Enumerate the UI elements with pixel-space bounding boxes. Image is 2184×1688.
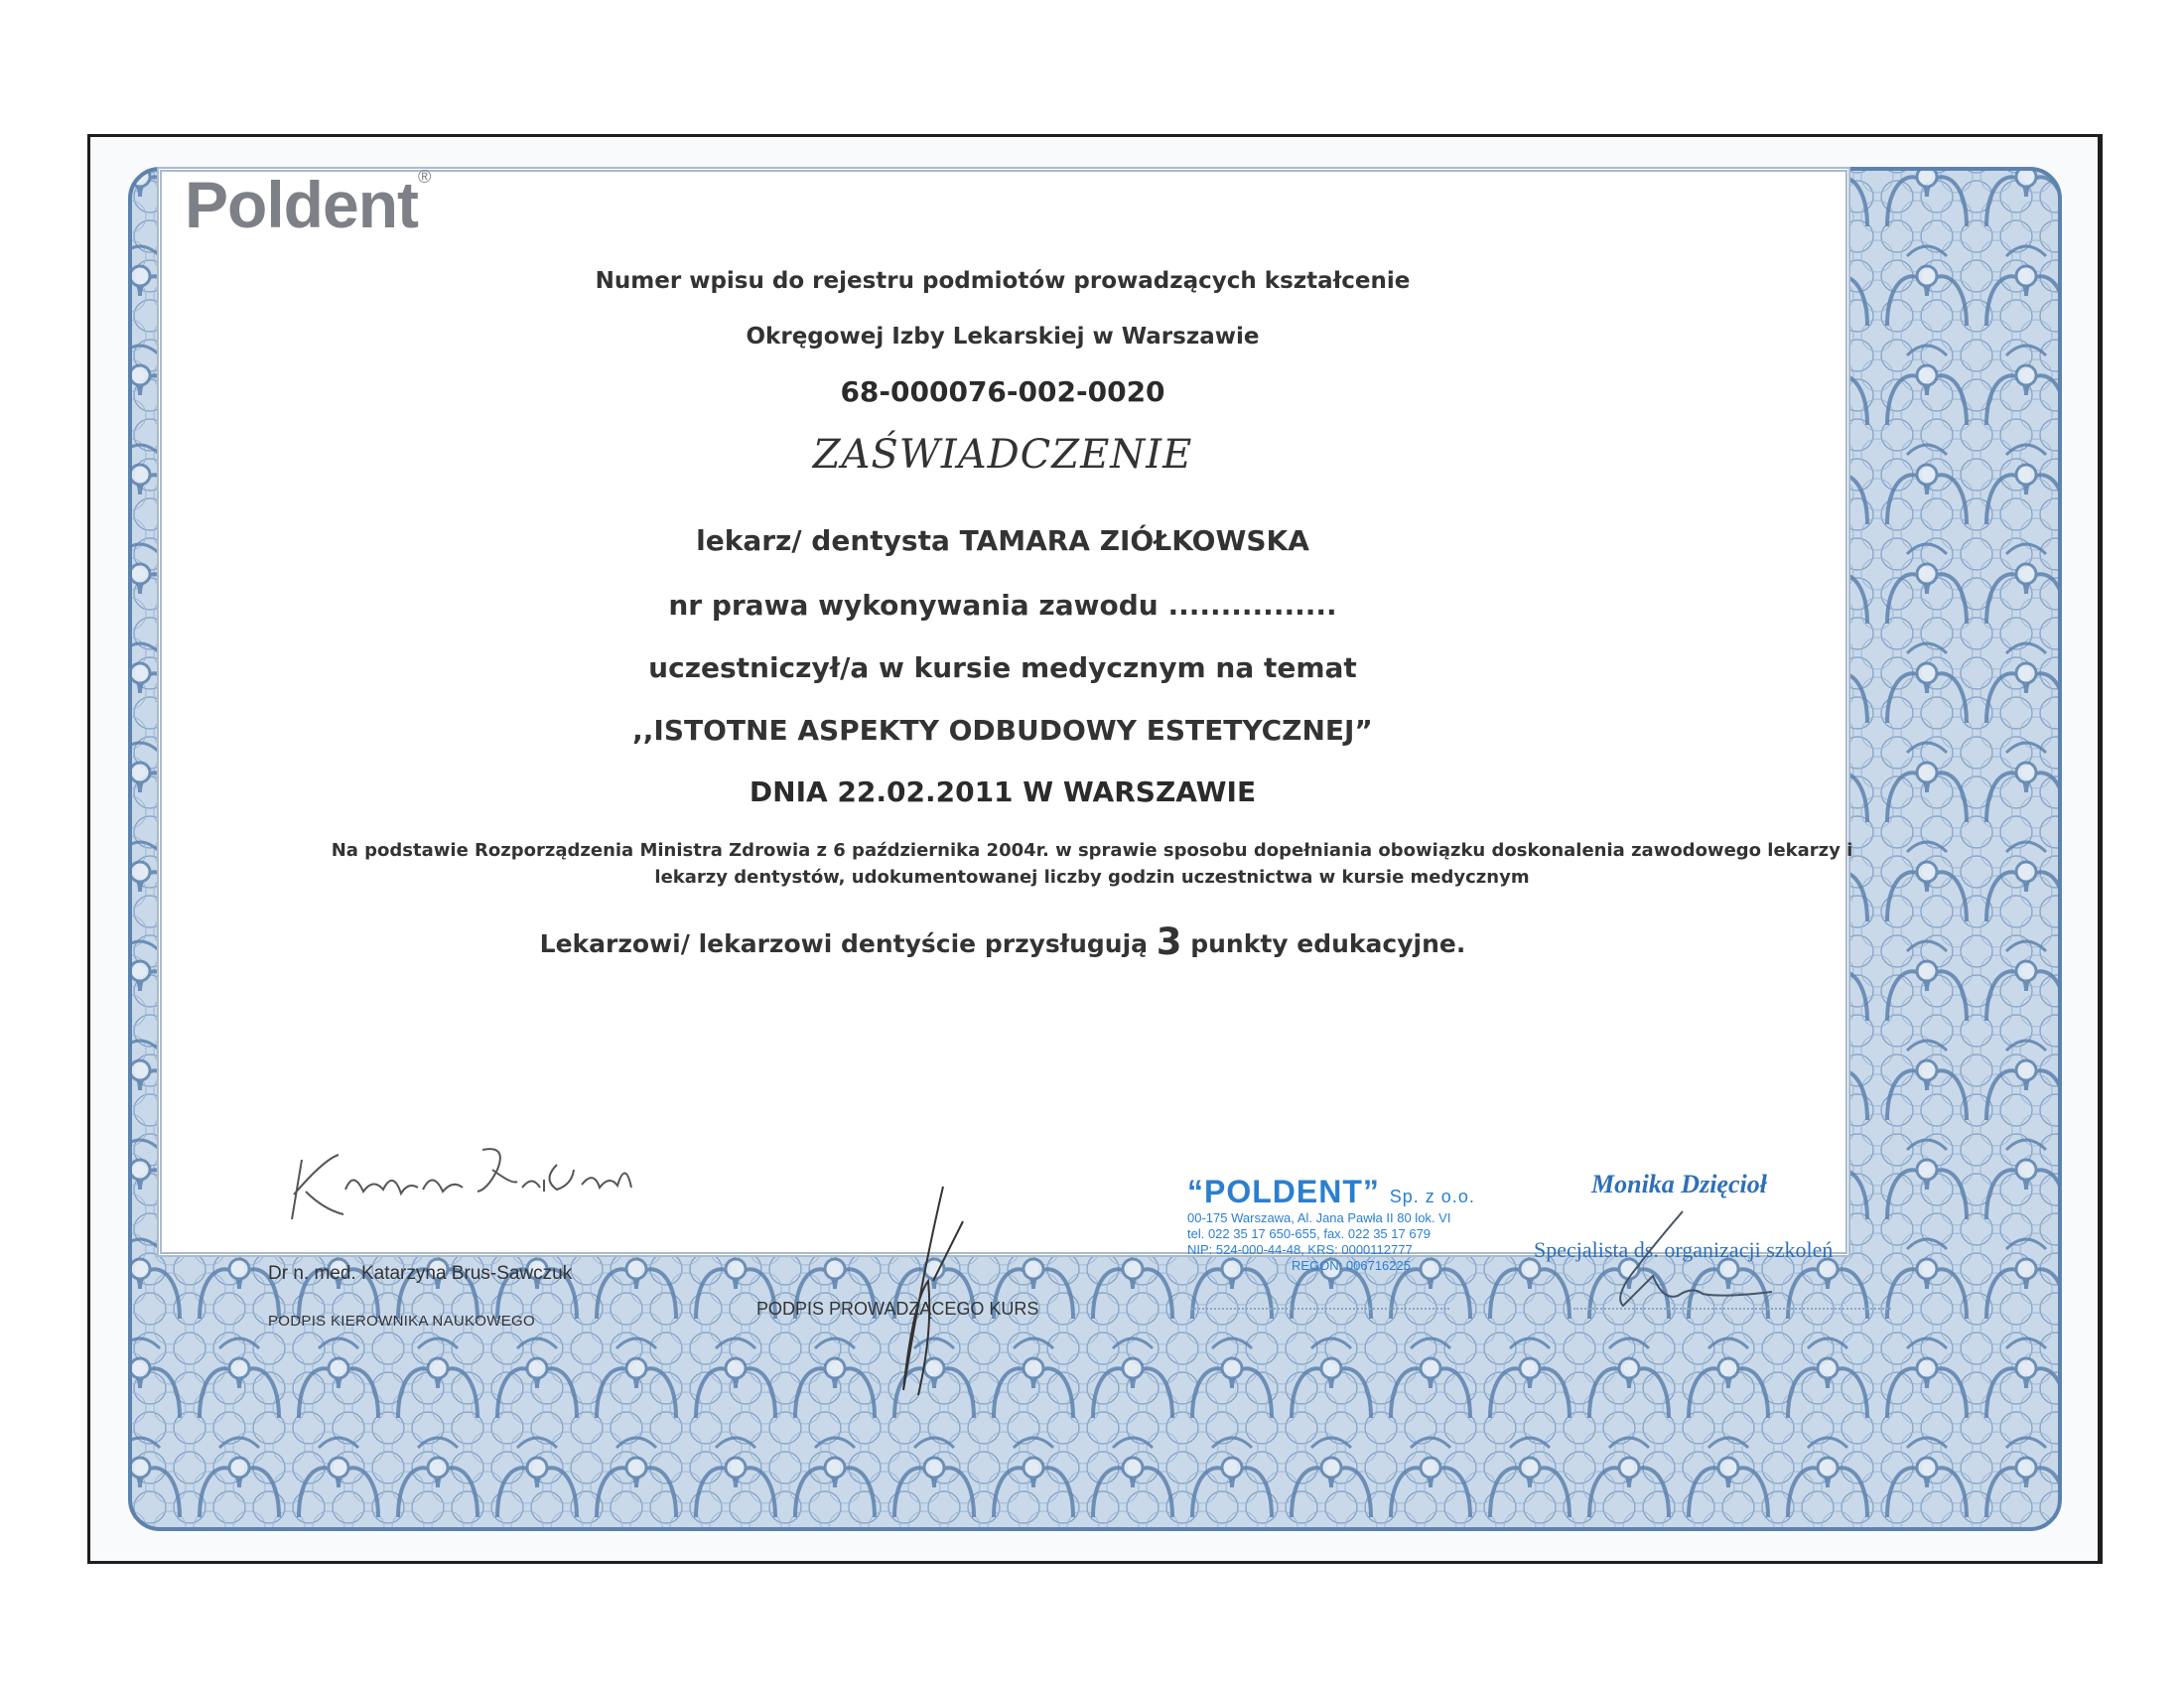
stamp-ids: NIP: 524-000-44-48, KRS: 0000112777 [1187, 1242, 1413, 1257]
scientific-head-name: Dr n. med. Katarzyna Brus-Sawczuk [268, 1263, 573, 1284]
register-header-line-1: Numer wpisu do rejestru podmiotów prowadzących kształcenie [595, 268, 1411, 294]
stamp-regon: REGON: 006716225 [1292, 1258, 1411, 1273]
stamp-signature-line [1191, 1308, 1449, 1310]
register-header-line-2: Okręgowej Izby Lekarskiej w Warszawie [746, 324, 1260, 350]
points-value: 3 [1156, 920, 1182, 963]
course-title: ,,ISTOTNE ASPEKTY ODBUDOWY ESTETYCZNEJ” [632, 714, 1373, 747]
stamp-address: 00-175 Warszawa, Al. Jana Pawła II 80 lok. VI [1187, 1210, 1451, 1225]
legal-basis-line-2: lekarzy dentystów, udokumentowanej liczby godzin uczestnictwa w kursie medycznym [654, 867, 1530, 888]
register-number: 68-000076-002-0020 [840, 375, 1165, 408]
course-leader-caption: PODPIS PROWADZĄCEGO KURS [756, 1299, 1039, 1319]
points-suffix: punkty edukacyjne. [1190, 929, 1466, 958]
stamp-phone: tel. 022 35 17 650-655, fax. 022 35 17 679 [1187, 1226, 1432, 1241]
certificate-title: ZAŚWIADCZENIE [812, 432, 1193, 478]
course-leader-signature [874, 1182, 973, 1400]
stamp-company: “POLDENT” Sp. z o.o. [1187, 1174, 1475, 1209]
scientific-head-caption: PODPIS KIEROWNIKA NAUKOWEGO [268, 1313, 535, 1330]
scientific-head-signature [284, 1130, 641, 1239]
license-number-line: nr prawa wykonywania zawodu ................ [668, 589, 1337, 622]
legal-basis [288, 837, 1896, 891]
points-prefix: Lekarzowi/ lekarzowi dentyście przysługują [539, 929, 1149, 958]
participation-line: uczestniczył/a w kursie medycznym na temat [648, 651, 1357, 684]
course-date-line: DNIA 22.02.2011 W WARSZAWIE [749, 775, 1257, 808]
doctor-name-line: lekarz/ dentysta TAMARA ZIÓŁKOWSKA [696, 524, 1309, 557]
education-points-line [199, 920, 1807, 963]
specialist-name: Monika Dzięcioł [1591, 1170, 1767, 1198]
specialist-title: Specjalista ds. organizacji szkoleń [1534, 1237, 1834, 1262]
legal-basis-line-1: Na podstawie Rozporządzenia Ministra Zdrowia z 6 października 2004r. w sprawie sposobu dopełniania obowiązku doskonalenia zawodowego lekarzy i [331, 840, 1853, 861]
specialist-signature [1593, 1206, 1782, 1316]
poldent-logo: Poldent® [185, 167, 431, 241]
company-stamp [1187, 1174, 1515, 1274]
